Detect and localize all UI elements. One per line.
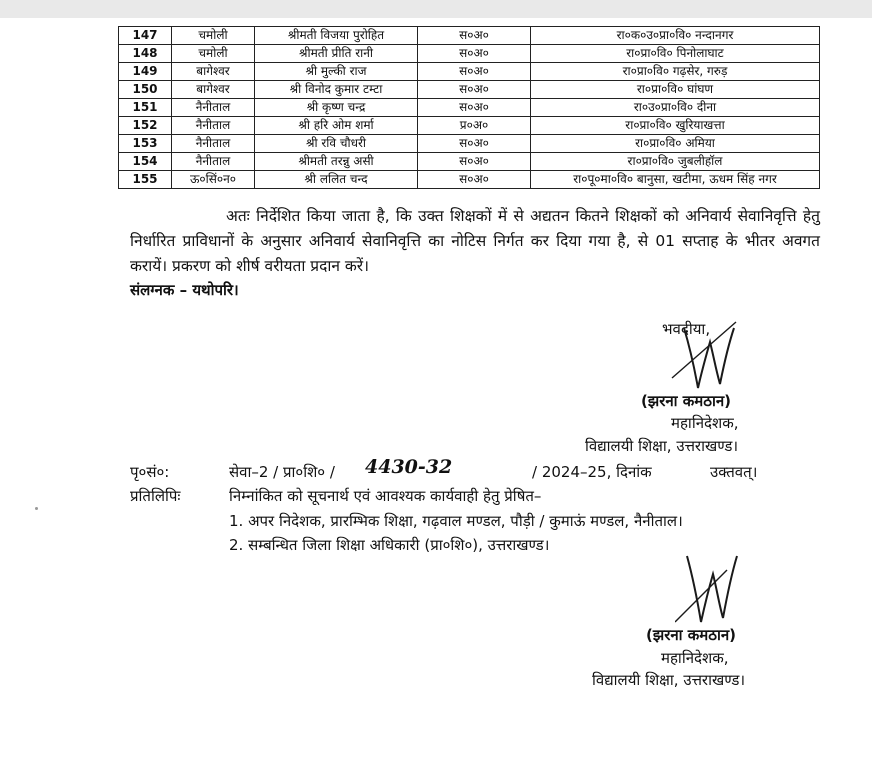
handwritten-reference-number: 4430-32: [365, 456, 453, 478]
serial-number-cell: 148: [119, 45, 172, 63]
teacher-name-cell: श्री रवि चौधरी: [255, 135, 418, 153]
district-cell: ऊ०सिं०न०: [172, 171, 255, 189]
school-cell: रा०प्रा०वि० घांघण: [531, 81, 820, 99]
school-cell: रा०पू०मा०वि० बानुसा, खटीमा, ऊधम सिंह नगर: [531, 171, 820, 189]
copy-label: प्रतिलिपिः: [130, 487, 181, 505]
teacher-name-cell: श्रीमती प्रीति रानी: [255, 45, 418, 63]
designation-cell: स०अ०: [418, 135, 531, 153]
table-row: [119, 99, 820, 117]
teacher-name-cell: श्री हरि ओम शर्मा: [255, 117, 418, 135]
designation-cell: स०अ०: [418, 27, 531, 45]
designation-cell: स०अ०: [418, 171, 531, 189]
table-row: [119, 117, 820, 135]
table-row: [119, 45, 820, 63]
scan-speck: [35, 507, 38, 510]
district-cell: नैनीताल: [172, 99, 255, 117]
designation-cell: स०अ०: [418, 81, 531, 99]
yours-faithfully: भवदीया,: [662, 320, 711, 338]
district-cell: बागेश्वर: [172, 63, 255, 81]
designation-cell: स०अ०: [418, 63, 531, 81]
copy-item-2: 2. सम्बन्धित जिला शिक्षा अधिकारी (प्रा०शि०), उत्तराखण्ड।: [229, 536, 550, 554]
district-cell: नैनीताल: [172, 153, 255, 171]
instruction-paragraph: [130, 204, 820, 279]
district-cell: नैनीताल: [172, 117, 255, 135]
paragraph-text: निर्देशित किया जाता है, कि उक्त शिक्षकों में से अद्यतन कितने शिक्षकों को अनिवार्य सेवानिवृत्ति हेतु निर्धारित प्राविधानों के अनुसार अनिवार्य सेवानिवृत्ति का नोटिस निर्गत कर दिया गया है, से 01 सप्ताह के भीतर अवगत करायें। प्रकरण को शीर्ष वरीयता प्रदान करें।: [130, 207, 820, 275]
school-cell: रा०प्रा०वि० खुरियाखत्ता: [531, 117, 820, 135]
signatory-office-2: विद्यालयी शिक्षा, उत्तराखण्ड।: [592, 671, 746, 689]
paragraph-lead: अतः: [226, 207, 250, 225]
table-row: [119, 27, 820, 45]
designation-cell: स०अ०: [418, 153, 531, 171]
signatory-name-1: (झरना कमठान): [641, 392, 732, 410]
signatory-designation-1: महानिदेशक,: [671, 414, 739, 432]
serial-number-cell: 152: [119, 117, 172, 135]
reference-number-prefix: सेवा–2 / प्रा०शि० /: [229, 463, 335, 481]
table-row: [119, 171, 820, 189]
table-row: [119, 81, 820, 99]
teacher-name-cell: श्री कृष्ण चन्द्र: [255, 99, 418, 117]
school-cell: रा०प्रा०वि० जुबलीहॉल: [531, 153, 820, 171]
viewer-top-bar: [0, 0, 872, 18]
copy-intro: निम्नांकित को सूचनार्थ एवं आवश्यक कार्यवाही हेतु प्रेषित–: [229, 487, 542, 505]
teacher-name-cell: श्री विनोद कुमार टम्टा: [255, 81, 418, 99]
enclosure-note: संलग्नक – यथोपरि।: [130, 281, 239, 299]
designation-cell: प्र०अ०: [418, 117, 531, 135]
table-row: [119, 153, 820, 171]
copy-item-1: 1. अपर निदेशक, प्रारम्भिक शिक्षा, गढ़वाल मण्डल, पौड़ी / कुमाऊं मण्डल, नैनीताल।: [229, 512, 683, 530]
serial-number-cell: 150: [119, 81, 172, 99]
serial-number-cell: 147: [119, 27, 172, 45]
serial-number-cell: 155: [119, 171, 172, 189]
signature-mark-1: [670, 318, 740, 396]
teacher-name-cell: श्री ललित चन्द: [255, 171, 418, 189]
teacher-table: [118, 26, 820, 189]
reference-label: पृ०सं०:: [130, 463, 170, 481]
school-cell: रा०प्रा०वि० अमिया: [531, 135, 820, 153]
signatory-designation-2: महानिदेशक,: [661, 649, 729, 667]
district-cell: नैनीताल: [172, 135, 255, 153]
school-cell: रा०उ०प्रा०वि० दीना: [531, 99, 820, 117]
designation-cell: स०अ०: [418, 99, 531, 117]
signatory-office-1: विद्यालयी शिक्षा, उत्तराखण्ड।: [585, 437, 739, 455]
school-cell: रा०क०उ०प्रा०वि० नन्दानगर: [531, 27, 820, 45]
teacher-name-cell: श्री मुल्की राज: [255, 63, 418, 81]
teacher-name-cell: श्रीमती विजया पुरोहित: [255, 27, 418, 45]
signatory-name-2: (झरना कमठान): [646, 626, 737, 644]
teacher-name-cell: श्रीमती तरन्नु असी: [255, 153, 418, 171]
serial-number-cell: 151: [119, 99, 172, 117]
serial-number-cell: 153: [119, 135, 172, 153]
serial-number-cell: 149: [119, 63, 172, 81]
signature-mark-2: [675, 548, 745, 630]
school-cell: रा०प्रा०वि० पिनोलाघाट: [531, 45, 820, 63]
district-cell: चमोली: [172, 45, 255, 63]
reference-year: / 2024–25, दिनांक: [532, 463, 652, 481]
reference-date: उक्तवत्।: [710, 463, 758, 481]
district-cell: बागेश्वर: [172, 81, 255, 99]
serial-number-cell: 154: [119, 153, 172, 171]
designation-cell: स०अ०: [418, 45, 531, 63]
district-cell: चमोली: [172, 27, 255, 45]
school-cell: रा०प्रा०वि० गढ़सेर, गरुड़: [531, 63, 820, 81]
table-row: [119, 135, 820, 153]
table-row: [119, 63, 820, 81]
